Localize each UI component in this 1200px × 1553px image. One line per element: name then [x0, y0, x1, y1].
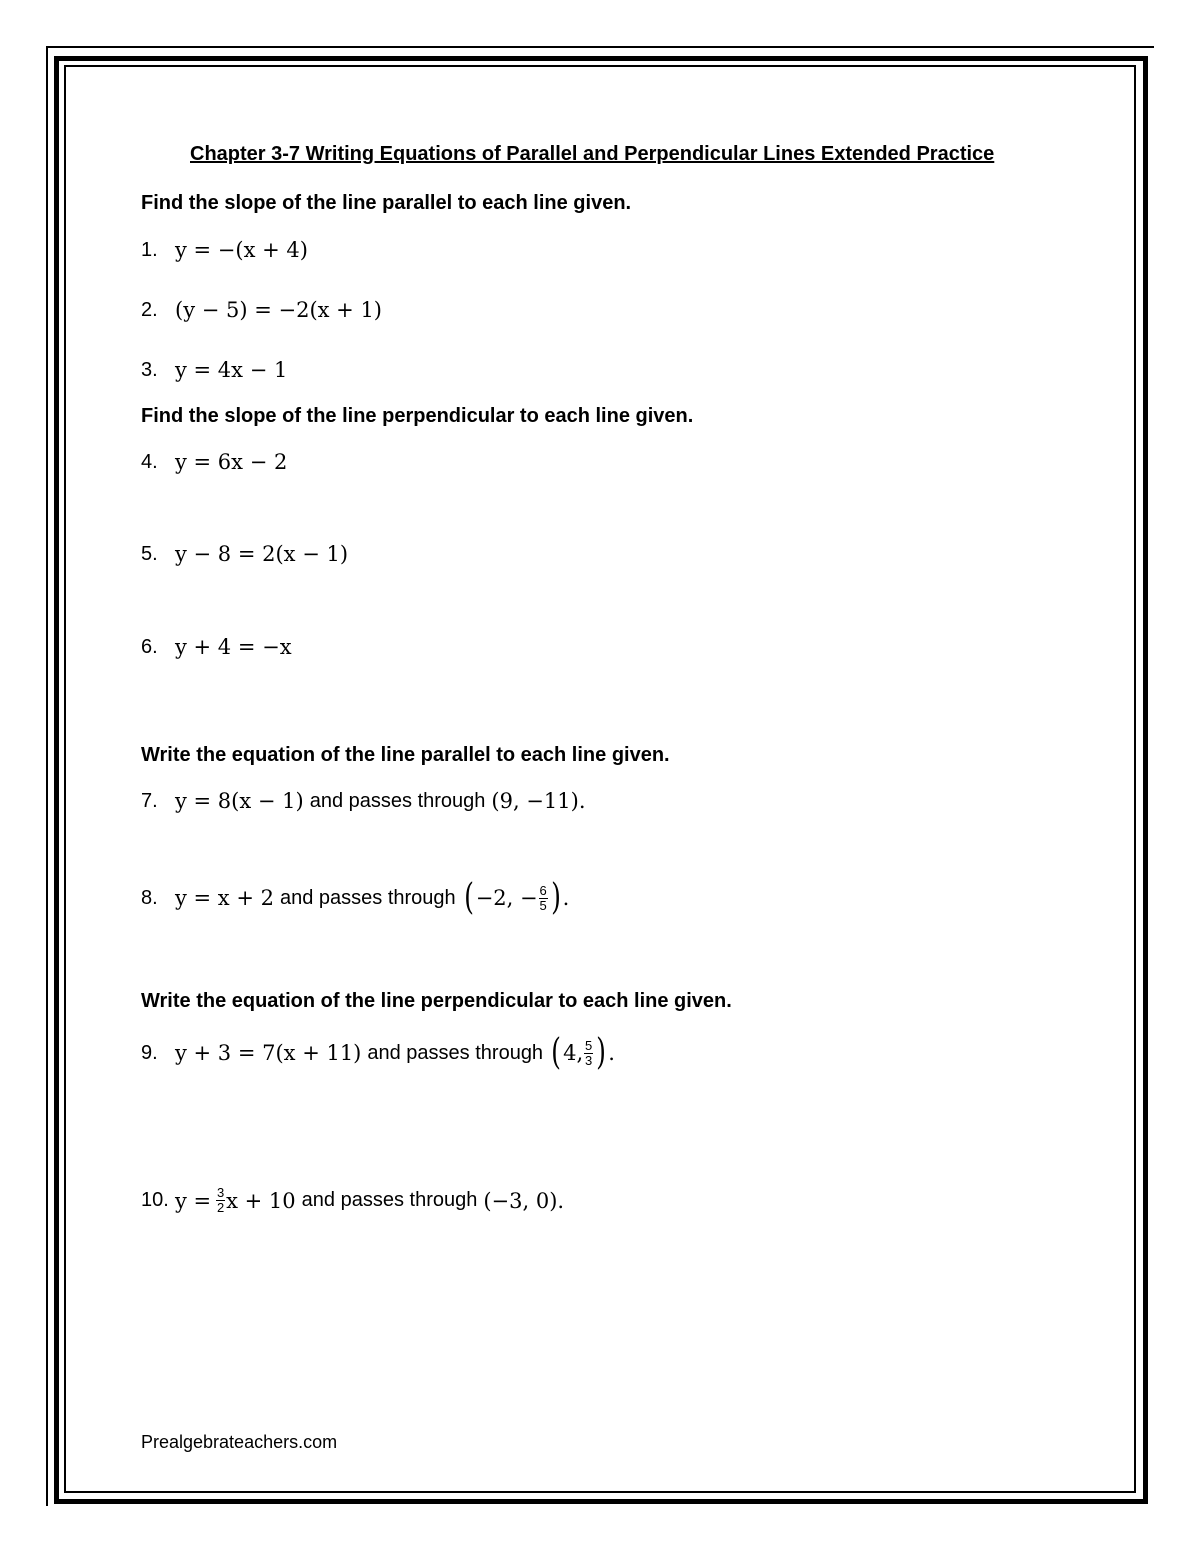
fraction-denominator: 5 [539, 897, 547, 913]
fraction [584, 1039, 593, 1068]
open-paren: ( [551, 1032, 562, 1073]
problem-text: and passes through [279, 886, 456, 909]
problem-10 [141, 1186, 564, 1215]
problem-4 [141, 450, 287, 474]
section-parallel-slope: Find the slope of the line parallel to each line given. [141, 192, 632, 214]
problem-number: 5. [141, 542, 158, 565]
problem-equation: y = 8(x − 1) [175, 789, 304, 813]
problem-number: 8. [141, 886, 158, 909]
problem-equation: (y − 5) = −2(x + 1) [175, 298, 382, 322]
footer-source: Prealgebrateachers.com [141, 1432, 338, 1452]
fraction-denominator: 3 [585, 1052, 593, 1068]
problem-text: and passes through [367, 1041, 544, 1064]
close-paren: ) [596, 1032, 607, 1073]
outer-rule-left [46, 46, 48, 1506]
problem-text: and passes through [309, 789, 486, 812]
problem-8 [141, 877, 570, 918]
problem-point: −2, − [475, 886, 538, 910]
problem-9 [141, 1032, 615, 1073]
problem-number: 6. [141, 635, 158, 658]
problem-equation-prefix: y = [175, 1188, 212, 1213]
problem-number: 7. [141, 789, 158, 812]
problem-number: 4. [141, 450, 158, 473]
problem-equation: y − 8 = 2(x − 1) [175, 542, 349, 566]
problem-equation: y = x + 2 [175, 886, 274, 910]
problem-equation: y = 6x − 2 [175, 450, 288, 474]
period: . [562, 886, 570, 910]
problem-equation-suffix: x + 10 [226, 1188, 296, 1213]
fraction [216, 1186, 225, 1215]
problem-number: 2. [141, 298, 158, 321]
problem-number: 1. [141, 238, 158, 261]
problem-1 [141, 238, 308, 262]
problem-point: (−3, 0). [483, 1188, 565, 1213]
problem-5 [141, 542, 348, 566]
fraction [539, 884, 548, 913]
fraction-numerator: 5 [585, 1037, 593, 1053]
fraction-numerator: 6 [539, 882, 547, 898]
problem-point: (9, −11). [491, 789, 586, 813]
open-paren: ( [463, 877, 474, 918]
problem-point: 4, [563, 1041, 584, 1065]
problem-number: 10. [141, 1189, 169, 1211]
problem-7 [141, 789, 586, 813]
outer-rule-top [48, 46, 1154, 48]
worksheet-title: Chapter 3-7 Writing Equations of Parallel and Perpendicular Lines Extended Practice [190, 143, 995, 165]
section-parallel-equation: Write the equation of the line parallel to each line given. [141, 744, 670, 766]
problem-equation: y = 4x − 1 [175, 358, 288, 382]
page-frame-inner [64, 65, 1136, 1493]
problem-equation: y + 4 = −x [175, 635, 292, 659]
section-perpendicular-slope: Find the slope of the line perpendicular to each line given. [141, 405, 694, 427]
fraction-numerator: 3 [217, 1185, 225, 1200]
problem-number: 9. [141, 1041, 158, 1064]
fraction-denominator: 2 [217, 1200, 225, 1215]
problem-number: 3. [141, 358, 158, 381]
close-paren: ) [550, 877, 561, 918]
problem-text: and passes through [301, 1189, 478, 1211]
problem-2 [141, 298, 382, 322]
period: . [608, 1041, 615, 1065]
problem-equation: y + 3 = 7(x + 11) [175, 1041, 362, 1065]
problem-6 [141, 635, 292, 659]
problem-equation: y = −(x + 4) [175, 238, 308, 262]
section-perpendicular-equation: Write the equation of the line perpendicular to each line given. [141, 990, 732, 1012]
problem-3 [141, 358, 287, 382]
